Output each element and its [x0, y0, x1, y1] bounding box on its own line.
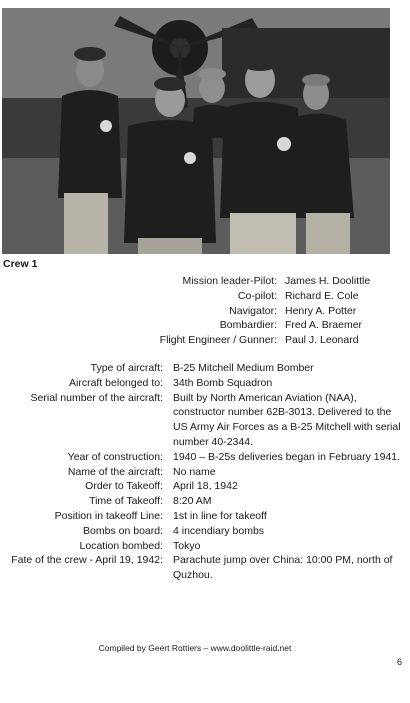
info-row	[0, 524, 410, 539]
crew-name: Fred A. Braemer	[285, 319, 363, 332]
crew-role: Navigator:	[229, 304, 277, 317]
info-row	[0, 509, 410, 524]
crew-name: Paul J. Leonard	[285, 334, 359, 347]
info-value: 1940 – B-25s deliveries began in February 1941.	[173, 450, 401, 463]
crew-role: Bombardier:	[219, 319, 277, 332]
info-row	[0, 553, 410, 583]
crew-name: Richard E. Cole	[285, 289, 359, 302]
crew-list	[0, 274, 410, 348]
info-value: No name	[173, 465, 216, 478]
crew-name: James H. Doolittle	[285, 275, 371, 287]
info-value: B-25 Mitchell Medium Bomber	[173, 362, 314, 374]
crew-row	[0, 318, 410, 333]
crew-row	[0, 304, 410, 319]
crew-role: Co-pilot:	[237, 289, 277, 302]
info-value: April 18, 1942	[173, 480, 238, 493]
crew-name: Henry A. Potter	[285, 304, 357, 317]
info-value: Tokyo	[173, 539, 201, 552]
info-label: Type of aircraft:	[90, 362, 163, 374]
footer-credit: Compiled by Geert Rottiers – www.doolittle-raid.net	[98, 643, 292, 653]
info-value: 34th Bomb Squadron	[173, 376, 273, 389]
info-row	[0, 376, 410, 391]
info-label: Order to Takeoff:	[85, 480, 163, 493]
info-label: Name of the aircraft:	[67, 465, 163, 478]
crew-role: Flight Engineer / Gunner:	[159, 334, 277, 347]
info-label: Position in takeoff Line:	[54, 509, 163, 522]
info-row	[0, 465, 410, 480]
crew-row	[0, 333, 410, 348]
info-value: Parachute jump over China: 10:00 PM, north of Quzhou.	[173, 554, 393, 582]
info-label: Aircraft belonged to:	[69, 376, 163, 389]
info-row	[0, 539, 410, 554]
crew-photo	[2, 8, 390, 254]
info-row	[0, 494, 410, 509]
info-value: 8:20 AM	[173, 495, 212, 508]
page-number: 6	[396, 657, 402, 667]
info-label: Year of construction:	[67, 450, 163, 463]
info-value: 4 incendiary bombs	[173, 524, 265, 537]
info-row	[0, 479, 410, 494]
info-label: Fate of the crew - April 19, 1942:	[11, 554, 163, 567]
info-row	[0, 450, 410, 465]
crew-role: Mission leader-Pilot:	[182, 275, 277, 287]
info-value: Built by North American Aviation (NAA), constructor number 62B-3013. Delivered to the US Army Air Forces as a B-25 Mitchell with serial number 40-2344.	[173, 391, 401, 448]
info-label: Bombs on board:	[83, 524, 163, 537]
info-value: 1st in line for takeoff	[173, 509, 267, 522]
info-row	[0, 361, 410, 376]
section-title: Crew 1	[3, 258, 38, 270]
aircraft-info-table	[0, 361, 410, 583]
info-row	[0, 391, 410, 450]
crew-row	[0, 289, 410, 304]
info-label: Time of Takeoff:	[89, 495, 163, 508]
crew-row	[0, 274, 410, 289]
info-label: Location bombed:	[79, 539, 163, 552]
info-label: Serial number of the aircraft:	[30, 391, 163, 404]
